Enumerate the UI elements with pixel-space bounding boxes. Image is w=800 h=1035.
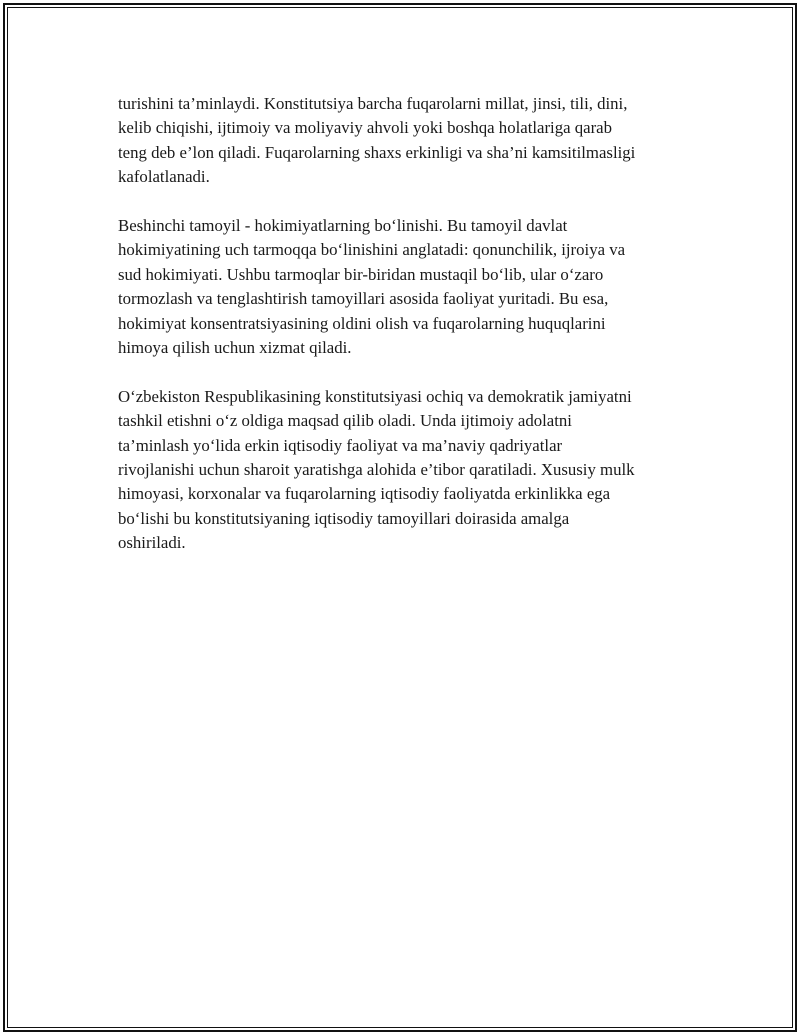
paragraph-2: Beshinchi tamoyil - hokimiyatlarning bo‘linishi. Bu tamoyil davlat hokimiyatining uch tarmoqqa bo‘linishini anglatadi: qonunchilik, ijroiya va sud hokimiyati. Ushbu tarmoqlar bir-biridan mustaqil bo‘lib, ular o‘zaro tormozlash va tenglashtirish tamoyillari asosida faoliyat yuritadi. Bu esa, hokimiyat konsentratsiyasining oldini olish va fuqarolarning huquqlarini himoya qilish uchun xizmat qiladi. bbox=[118, 216, 626, 358]
paragraph-1: turishini ta’minlaydi. Konstitutsiya barcha fuqarolarni millat, jinsi, tili, dini, kelib chiqishi, ijtimoiy va moliyaviy ahvoli yoki boshqa holatlariga qarab teng deb e’lon qiladi. Fuqarolarning shaxs erkinligi va sha’ni kamsitilmasligi kafolatlanadi. bbox=[118, 94, 636, 187]
paragraph-3: O‘zbekiston Respublikasining konstitutsiyasi ochiq va demokratik jamiyatni tashkil etishni o‘z oldiga maqsad qilib oladi. Unda ijtimoiy adolatni ta’minlash yo‘lida erkin iqtisodiy faoliyat va ma’naviy qadriyatlar rivojlanishi uchun sharoit yaratishga alohida e’tibor qaratiladi. Xususiy mulk himoyasi, korxonalar va fuqarolarning iqtisodiy faoliyatda erkinlikka ega bo‘lishi bu konstitutsiyaning iqtisodiy tamoyillari doirasida amalga oshiriladi. bbox=[118, 386, 635, 553]
document-body bbox=[118, 92, 698, 580]
